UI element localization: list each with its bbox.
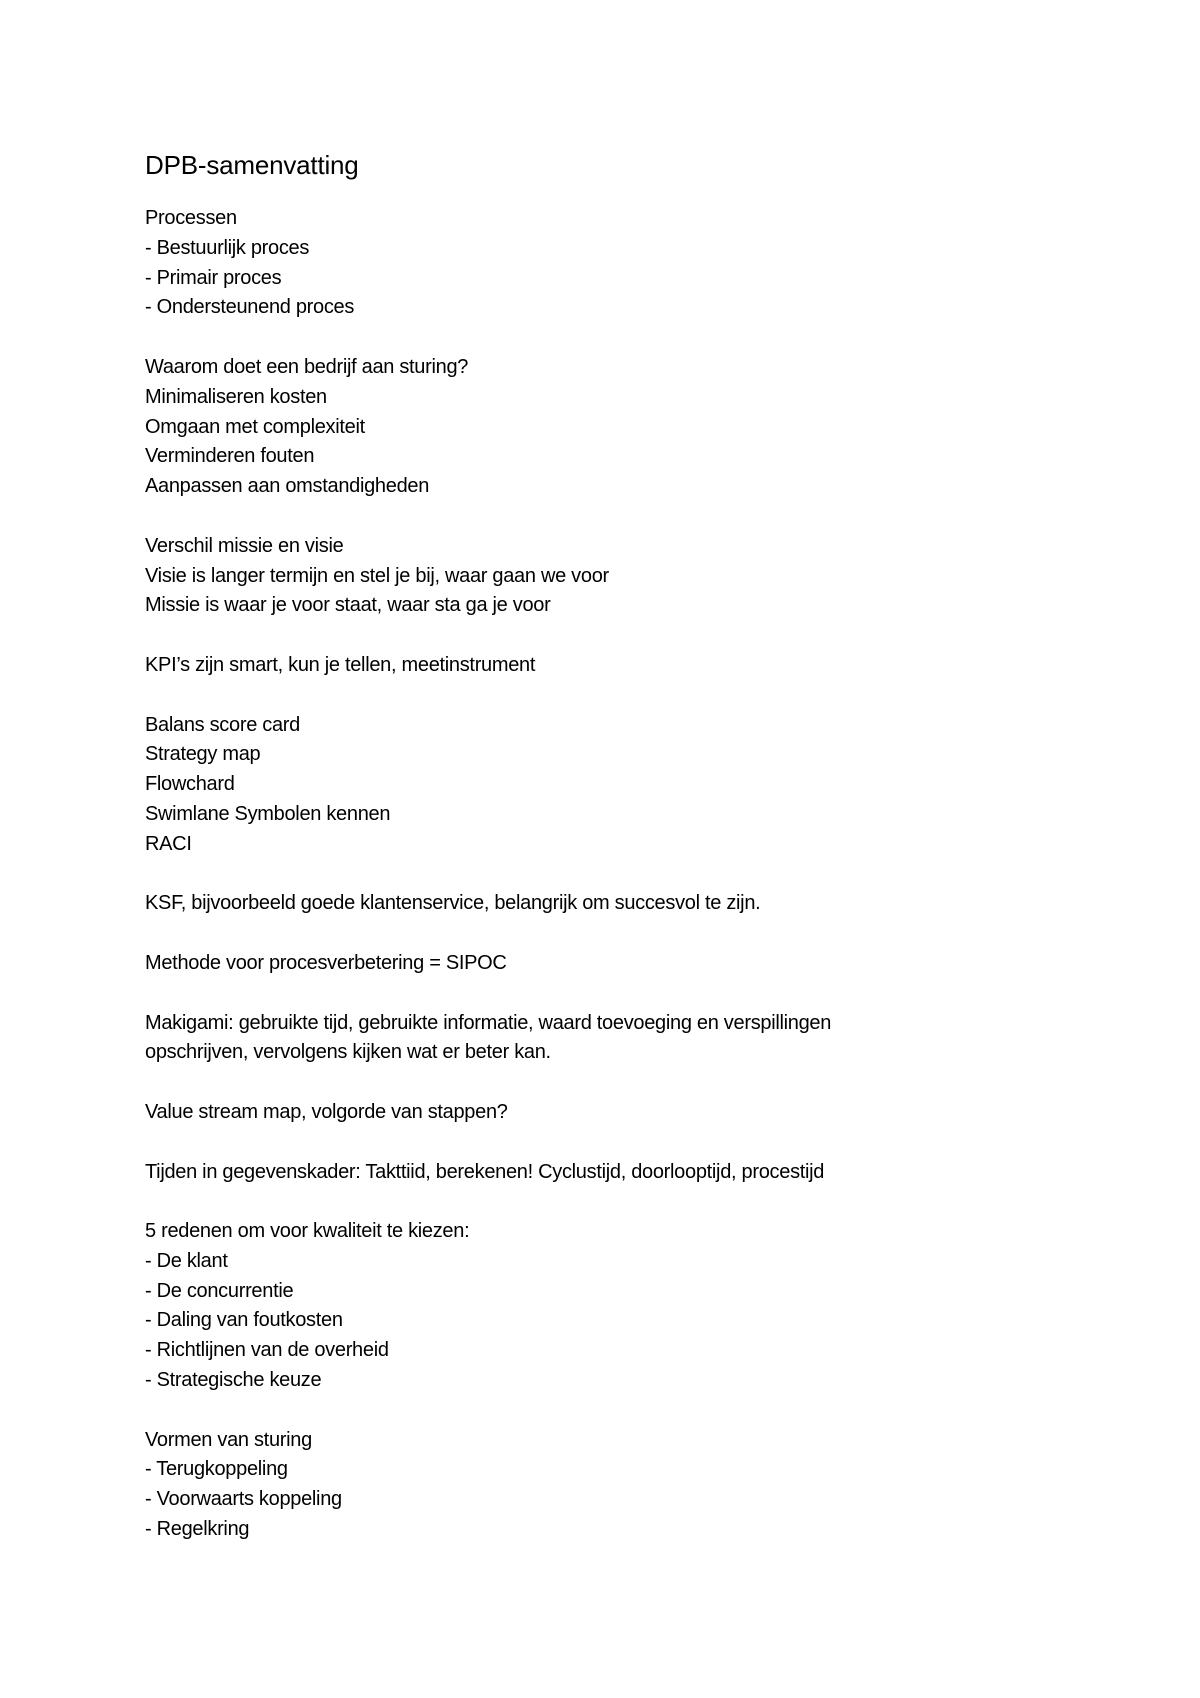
list-item: - Voorwaarts koppeling [145,1488,342,1511]
section-vormen-sturing [145,1426,1105,1545]
section-heading: Processen [145,207,237,229]
paragraph-gap [145,621,1105,651]
text-line: Balans score card [145,713,300,736]
text-line: KSF, bijvoorbeeld goede klantenservice, belangrijk om succesvol te zijn. [145,892,761,915]
paragraph-gap [145,1128,1105,1158]
section-processen [145,204,1105,323]
text-line: Value stream map, volgorde van stappen? [145,1100,508,1123]
paragraph-gap [145,1068,1105,1098]
paragraph-gap [145,1396,1105,1426]
text-line: RACI [145,832,192,855]
document-body [145,147,1105,1545]
document-title: DPB-samenvatting [145,150,359,180]
section-sturing [145,353,1105,502]
list-item: - Regelkring [145,1518,250,1541]
paragraph-gap [145,502,1105,532]
list-item: - De klant [145,1249,228,1272]
section-kpi [145,651,1105,681]
paragraph-gap [145,323,1105,353]
list-item: - Bestuurlijk proces [145,236,310,259]
section-kwaliteit [145,1217,1105,1396]
text-line: Verminderen fouten [145,445,315,468]
list-item: - Daling van foutkosten [145,1309,343,1332]
paragraph-gap [145,860,1105,890]
section-heading: Verschil missie en visie [145,534,344,557]
text-line: Omgaan met complexiteit [145,415,365,438]
text-line: Tijden in gegevenskader: Takttiid, berekenen! Cyclustijd, doorlooptijd, procestijd [145,1160,825,1183]
section-tijden [145,1158,1105,1188]
text-line: Methode voor procesverbetering = SIPOC [145,951,507,974]
section-ksf [145,889,1105,919]
section-heading: Vormen van sturing [145,1428,312,1451]
text-line: Swimlane Symbolen kennen [145,802,391,825]
list-item: - De concurrentie [145,1279,294,1302]
section-sipoc [145,949,1105,979]
list-item: - Richtlijnen van de overheid [145,1339,389,1362]
list-item: - Terugkoppeling [145,1458,288,1481]
text-line: Aanpassen aan omstandigheden [145,475,430,498]
paragraph-gap [145,979,1105,1009]
section-tools [145,711,1105,860]
text-line: Makigami: gebruikte tijd, gebruikte informatie, waard toevoeging en verspillingen [145,1011,832,1034]
text-line: Visie is langer termijn en stel je bij, waar gaan we voor [145,564,609,587]
list-item: - Primair proces [145,266,282,289]
text-line: KPI’s zijn smart, kun je tellen, meetinstrument [145,653,536,676]
paragraph-gap [145,919,1105,949]
paragraph-gap [145,1187,1105,1217]
section-missie-visie [145,532,1105,621]
section-makigami [145,1009,1105,1069]
text-line: opschrijven, vervolgens kijken wat er beter kan. [145,1041,551,1064]
list-item: - Strategische keuze [145,1369,322,1392]
section-heading: Waarom doet een bedrijf aan sturing? [145,355,469,378]
text-line: Minimaliseren kosten [145,385,327,408]
section-value-stream [145,1098,1105,1128]
section-heading: 5 redenen om voor kwaliteit te kiezen: [145,1220,470,1243]
text-line: Strategy map [145,743,261,766]
text-line: Missie is waar je voor staat, waar sta ga je voor [145,594,551,617]
paragraph-gap [145,681,1105,711]
list-item: - Ondersteunend proces [145,296,355,319]
text-line: Flowchard [145,773,235,796]
